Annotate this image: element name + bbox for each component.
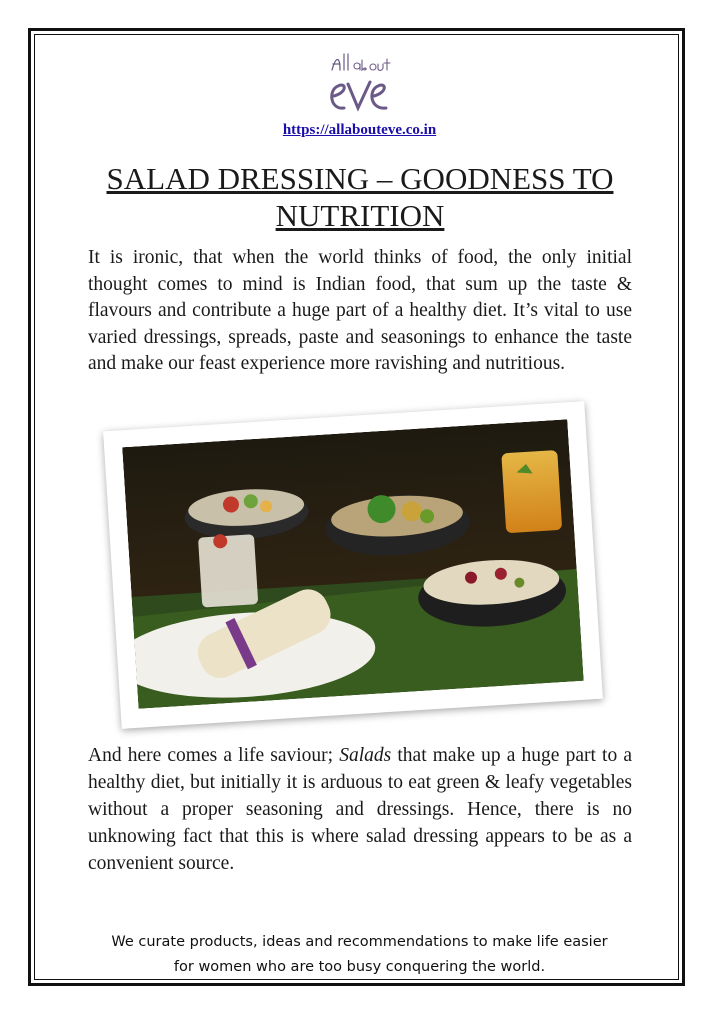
website-url-link[interactable]: https://allabouteve.co.in (282, 122, 437, 138)
all-about-eve-logo (318, 52, 400, 118)
salads-paragraph (88, 742, 632, 877)
food-photo-illustration (122, 419, 584, 708)
food-photo (122, 419, 584, 708)
footer-line-1: We curate products, ideas and recommendations to make life easier (111, 934, 608, 950)
intro-paragraph: It is ironic, that when the world thinks of food, the only initial thought comes to mind is Indian food, that sum up the taste & flavours and contribute a huge part of a healthy diet. It’s vital to use varied dressings, spreads, paste and seasonings to enhance the taste and make our feast experience more ravishing and nutritious. (88, 247, 632, 374)
salads-paragraph-after: that make up a huge part to a healthy diet, but initially it is arduous to eat green & leafy vegetables without a proper seasoning and dressings. Hence, there is no unknowing fact that this is where salad dressing appears to be as a convenient source. (88, 745, 632, 874)
food-photo-frame (103, 401, 603, 729)
page-title: SALAD DRESSING – GOODNESS TO NUTRITION (106, 161, 614, 233)
footer-line-2: for women who are too busy conquering the world. (173, 959, 546, 975)
salads-paragraph-before: And here comes a life saviour; (88, 745, 340, 766)
footer-tagline (0, 930, 719, 980)
salads-emphasis: Salads (339, 745, 392, 766)
